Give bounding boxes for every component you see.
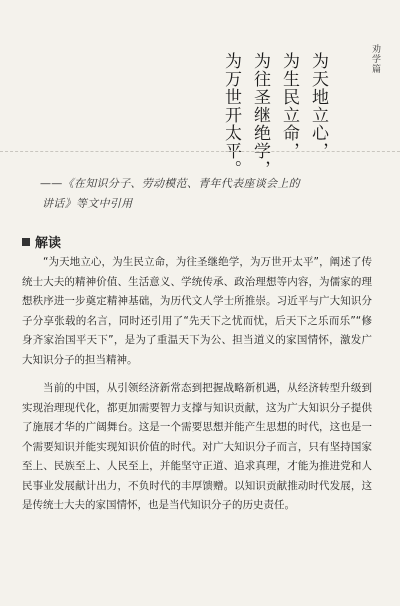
source-line: ——《在知识分子、劳动模范、青年代表座谈会上的 [40,177,300,190]
source-citation [40,174,370,214]
poem-quote [216,52,332,178]
poem-line: 为天地立心， [308,52,328,160]
commentary-body [22,253,372,516]
source-line: 讲话》等文中引用 [42,197,133,210]
commentary-heading [22,232,61,251]
square-bullet-icon [22,238,30,246]
poem-line: 为生民立命， [279,52,299,160]
paragraph: “为天地立心，为生民立命，为往圣继绝学，为万世开太平”，阐述了传统士大夫的精神价值、生活意义、学统传承、政治理想等内容，为儒家的理想秩序进一步奠定精神基础，为历代文人学士所推崇。习近平与广大知识分子分享张载的名言，同时还引用了“先天下之忧而忧，后天下之乐而乐”“修身齐家治国平天下”，是为了重温天下为公、担当道义的家国情怀，激发广大知识分子的担当精神。 [22,256,372,366]
commentary-title: 解读 [35,236,62,251]
section-tag: 劝学篇 [370,44,380,74]
poem-line: 为万世开太平。 [221,52,241,178]
divider [0,151,400,152]
paragraph: 当前的中国，从引领经济新常态到把握战略新机遇，从经济转型升级到实现治理现代化，都更加需要智力支撑与知识贡献，这为广大知识分子提供了施展才华的广阔舞台。这是一个需要思想并能产生思想的时代，这也是一个需要知识并能实现知识价值的时代。对广大知识分子而言，只有坚持国家至上、民族至上、人民至上，并能坚守正道、追求真理，才能为推进党和人民事业发展献计出力，不负时代的丰厚馈赠。以知识贡献推动时代发展，这是传统士大夫的家国情怀，也是当代知识分子的历史责任。 [22,382,372,511]
poem-line: 为往圣继绝学， [250,52,270,178]
